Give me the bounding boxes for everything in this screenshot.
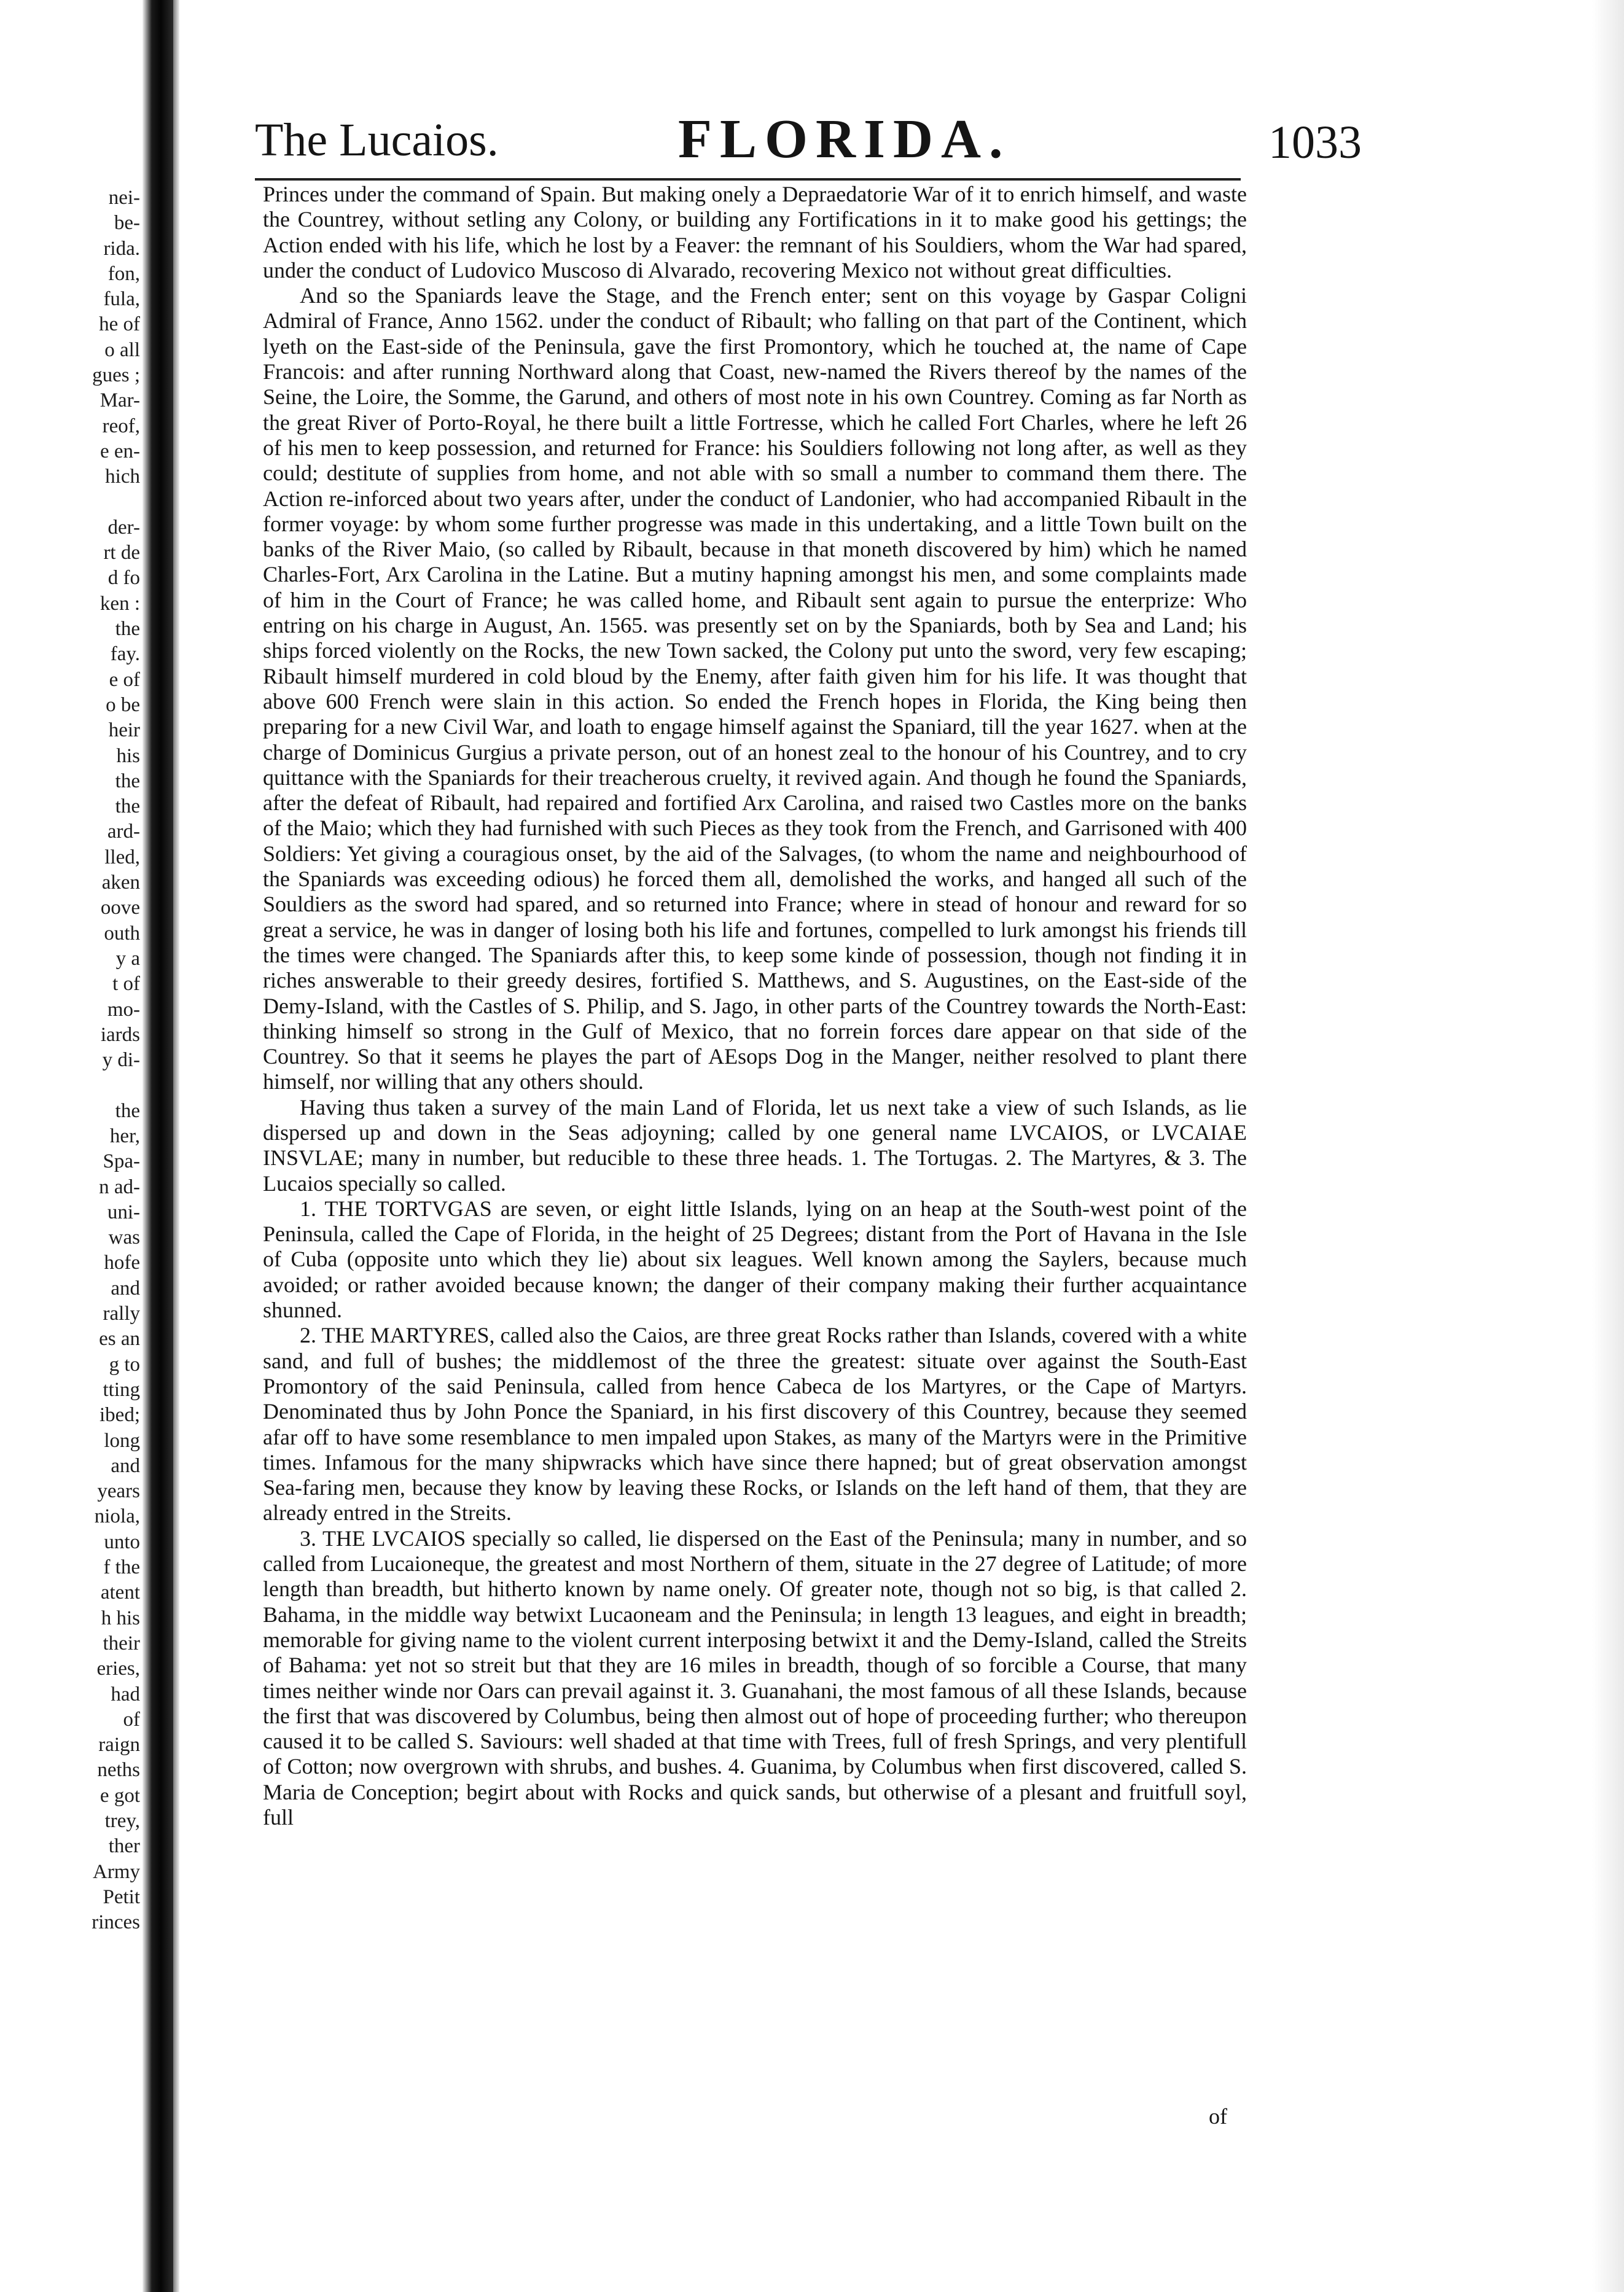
facing-page-fragment: der-: [107, 516, 140, 539]
facing-page-fragment: [0, 1073, 142, 1098]
facing-page-fragment: Spa-: [103, 1150, 140, 1173]
facing-page-fragment: gues ;: [92, 364, 140, 387]
facing-page-fragment: ibed;: [100, 1404, 140, 1427]
facing-page-fragment: eries,: [96, 1658, 140, 1680]
facing-page-fragment: of: [123, 1708, 140, 1731]
facing-page-fragment: outh: [104, 922, 140, 945]
facing-page-fragment: [0, 490, 142, 515]
facing-page-fragment: the: [115, 618, 140, 641]
facing-page-fragment: e en-: [100, 440, 140, 462]
paragraph-martyres: 2. THE MARTYRES, called also the Caios, are three great Rocks rather than Islands, covered with a white sand, and full of bushes; the middlemost of the three the greatest: situate over against the South-East Promontory of the said Peninsula, called from hence Cabeca de los Martyres, or the Cape of Martyrs. Denominated thus by John Ponce the Spaniard, in his first discovery of this Countrey, because they seemed afar off to have some resemblance to men impaled upon Stakes, as many of the Martyrs were in the Primitive times. Infamous for the many shipwracks which have since there hapned; but of great observation amongst Sea-faring men, because they know by leaving these Rocks, or Islands on the left hand of them, that they are already entred in the Streits.: [263, 1323, 1247, 1526]
facing-page-fragment: iards: [100, 1023, 140, 1046]
facing-page-fragment: reof,: [102, 415, 140, 437]
facing-page-fragment: ken :: [100, 592, 140, 615]
facing-page-fragment: fon,: [107, 262, 140, 285]
facing-page-fragment: hofe: [104, 1252, 140, 1274]
facing-page-fragment: ard-: [107, 821, 140, 843]
page-number: 1033: [1268, 117, 1362, 168]
facing-page-fragment: the: [115, 795, 140, 818]
facing-page-fragment: was: [108, 1226, 140, 1249]
facing-page-fragment: unto: [104, 1530, 140, 1553]
facing-page-fragment: rinces: [92, 1911, 140, 1934]
running-head: The Lucaios.: [255, 114, 499, 166]
facing-page-fragment: the: [115, 770, 140, 792]
facing-page-fragment: be-: [114, 212, 140, 235]
page-title: FLORIDA.: [678, 109, 1011, 170]
facing-page-fragment: atent: [100, 1581, 140, 1604]
facing-page-fragment: and: [111, 1277, 140, 1300]
facing-page-fragment: nei-: [108, 187, 140, 209]
facing-page-margin: [0, 0, 142, 2292]
page-edge-shadow: [1592, 0, 1624, 2292]
facing-page-fragment: trey,: [104, 1810, 140, 1832]
facing-page-fragment: e got: [100, 1784, 140, 1807]
facing-page-fragment: o be: [106, 693, 140, 716]
facing-page-fragment: n ad-: [99, 1175, 140, 1198]
facing-page-fragment: aken: [101, 871, 140, 894]
facing-page-fragment: hich: [105, 466, 140, 488]
page-body: [263, 182, 1247, 1830]
facing-page-fragment: es an: [99, 1328, 140, 1351]
catchword: of: [1209, 2104, 1227, 2129]
facing-page-fragment: their: [103, 1632, 140, 1655]
facing-page-fragment: neths: [97, 1759, 140, 1782]
facing-page-fragment: y a: [115, 947, 140, 970]
facing-page-fragment: had: [111, 1683, 140, 1705]
facing-page-fragment: t of: [112, 973, 140, 996]
facing-page-fragment: f the: [103, 1556, 140, 1579]
paragraph-spaniards-depart: Princes under the command of Spain. But making onely a Depraedatorie War of it to enrich himself, and waste the Countrey, without setling any Colony, or building any Fortifications in it to make good his gettings; the Action ended with his life, which he lost by a Feaver: the remnant of his Souldiers, whom the War had spared, under the conduct of Ludovico Muscoso di Alvarado, recovering Mexico not without great difficulties.: [263, 182, 1247, 283]
facing-page-fragment: o all: [104, 338, 140, 361]
header-rule: [255, 178, 1241, 181]
facing-page-fragment: Petit: [103, 1885, 140, 1908]
facing-page-fragment: e of: [109, 668, 140, 691]
facing-page-fragment: Army: [93, 1860, 140, 1883]
facing-page-fragment: fay.: [110, 643, 140, 666]
facing-page-fragment: rally: [103, 1303, 140, 1325]
gutter-edge: [173, 0, 179, 2292]
facing-page-fragment: long: [104, 1429, 140, 1452]
book-gutter: [142, 0, 173, 2292]
facing-page-fragment: h his: [101, 1607, 140, 1629]
facing-page-fragment: the: [115, 1099, 140, 1122]
facing-page-fragment: rida.: [103, 237, 140, 260]
facing-page-fragment: rt de: [103, 542, 140, 564]
facing-page-fragment: oove: [100, 897, 140, 919]
facing-page-fragment: and: [111, 1454, 140, 1477]
paragraph-french-expedition: And so the Spaniards leave the Stage, and the French enter; sent on this voyage by Gaspar Coligni Admiral of France, Anno 1562. under the conduct of Ribault; who falling on that part of the Continent, which lyeth on the East-side of the Peninsula, gave the first Promontory, which he touched at, the name of Cape Francois: and after running Northward along that Coast, new-named the Rivers thereof by the names of the Seine, the Loire, the Somme, the Garund, and others of most note in his own Countrey. Coming as far North as the great River of Porto-Royal, he there built a little Fortresse, which he called Fort Charles, where he left 26 of his men to keep possession, and returned for France: his Souldiers following not long after, as well as they could; destitute of supplies from home, and not able with so small a number to command them there. The Action re-inforced about two years after, under the conduct of Landonier, who had accompanied Ribault in the former voyage: by whom some further progresse was made in this undertaking, and a little Town built on the banks of the River Maio, (so called by Ribault, because in that moneth discovered by him) which he named Charles-Fort, Arx Carolina in the Latine. But a mutiny hapning amongst his men, and some complaints made of him in the Court of France; he was called home, and Ribault sent again to pursue the enterprize: Who entring on his charge in August, An. 1565. was presently set on by the Spaniards, both by Sea and Land; his ships forced violently on the Rocks, the new Town sacked, the Colony put unto the sword, very few escaping; Ribault himself murdered in cold bloud by the Enemy, after faith given him for his life. It was thought that above 600 French were slain in this action. So ended the French hopes in Florida, the King being then preparing for a new Civil War, and loath to engage himself against the Spaniard, till the year 1627. when at the charge of Dominicus Gurgius a private person, out of an honest zeal to the honour of his Countrey, and to cry quittance with the Spaniards for their treacherous cruelty, it revived again. And though he found the Spaniards, after the defeat of Ribault, had repaired and fortified Arx Carolina, and raised two Castles more on the banks of the Maio; which they had furnished with such Pieces as they took from the French, and Garrisoned with 400 Soldiers: Yet giving a couragious onset, by the aid of the Salvages, (to whom the name and neighbourhood of the Spaniards was exceeding odious) he forced them all, demolished the works, and hanged all such of the Souldiers as the sword had spared, and so returned into France; where in stead of honour and reward for so great a service, he was in danger of losing both his life and fortunes, compelled to lurk amongst his friends till the times were changed. The Spaniards after this, to keep some kinde of possession, though not finding it in riches answerable to their greedy desires, fortified S. Matthews, and S. Augustines, on the East-side of the Demy-Island, with the Castles of S. Philip, and S. Jago, in other parts of the Countrey towards the North-East: thinking himself so strong in the Gulf of Mexico, that no forrein forces dare appear on that side of the Countrey. So that it seems he playes the part of AEsops Dog in the Manger, neither resolved to plant there himself, nor willing that any others should.: [263, 283, 1247, 1094]
paragraph-tortugas: 1. THE TORTVGAS are seven, or eight little Islands, lying on an heap at the South-west point of the Peninsula, called the Cape of Florida, in the height of 25 Degrees; distant from the Port of Havana in the Isle of Cuba (opposite unto which they lie) about six leagues. Well known among the Saylers, because much avoided; or rather avoided because known; the danger of their company making their further acquaintance shunned.: [263, 1196, 1247, 1323]
facing-page-fragment: her,: [109, 1125, 140, 1147]
facing-page-fragment: lled,: [104, 846, 140, 868]
facing-page-fragment: d fo: [107, 567, 140, 590]
paragraph-lucaios-intro: Having thus taken a survey of the main Land of Florida, let us next take a view of such Islands, as lie dispersed up and down in the Seas adjoyning; called by one general name LVCAIOS, or LVCAIAE INSVLAE; many in number, but reducible to these three heads. 1. The Tortugas. 2. The Martyres, & 3. The Lucaios specially so called.: [263, 1094, 1247, 1196]
facing-page-fragment: g to: [109, 1353, 140, 1376]
facing-page-fragment: tting: [103, 1378, 140, 1401]
facing-page-fragment: heir: [108, 719, 140, 742]
facing-page-fragment: ther: [108, 1835, 140, 1858]
facing-page-fragment: his: [116, 744, 140, 767]
facing-page-fragment: raign: [98, 1734, 140, 1756]
facing-page-fragment: fula,: [103, 288, 140, 311]
facing-page-fragment: Mar-: [100, 389, 140, 412]
facing-page-fragment: niola,: [94, 1505, 140, 1528]
facing-page-fragment: uni-: [107, 1201, 140, 1223]
facing-page-fragment: y di-: [102, 1049, 140, 1072]
facing-page-fragment: mo-: [107, 998, 140, 1021]
facing-page-fragment: years: [97, 1480, 140, 1503]
facing-page-fragment: he of: [99, 313, 140, 336]
facing-page-fragments: [0, 185, 142, 1935]
paragraph-lucaios: 3. THE LVCAIOS specially so called, lie dispersed on the East of the Peninsula; many in number, and so called from Lucaioneque, the greatest and most Northern of them, situate in the 27 degree of Latitude; of more length than breadth, but hitherto known by name onely. Of greater note, though not so big, is that called 2. Bahama, in the middle way betwixt Lucaoneam and the Peninsula; in length 13 leagues, and eight in breadth; memorable for giving name to the violent current interposing betwixt it and the Demy-Island, called the Streits of Bahama: yet not so streit but that they are 16 miles in breadth, though of so forcible a Course, that many times neither winde nor Oars can prevail against it. 3. Guanahani, the most famous of all these Islands, because the first that was discovered by Columbus, being then almost out of hope of proceeding further; who thereupon caused it to be called S. Saviours: well shaded at that time with Trees, full of fresh Springs, and very plentifull of Cotton; now overgrown with shrubs, and bushes. 4. Guanima, by Columbus when first discovered, called S. Maria de Conception; begirt about with Rocks and quick sands, but otherwise of a plesant and fruitfull soyl, full: [263, 1526, 1247, 1830]
